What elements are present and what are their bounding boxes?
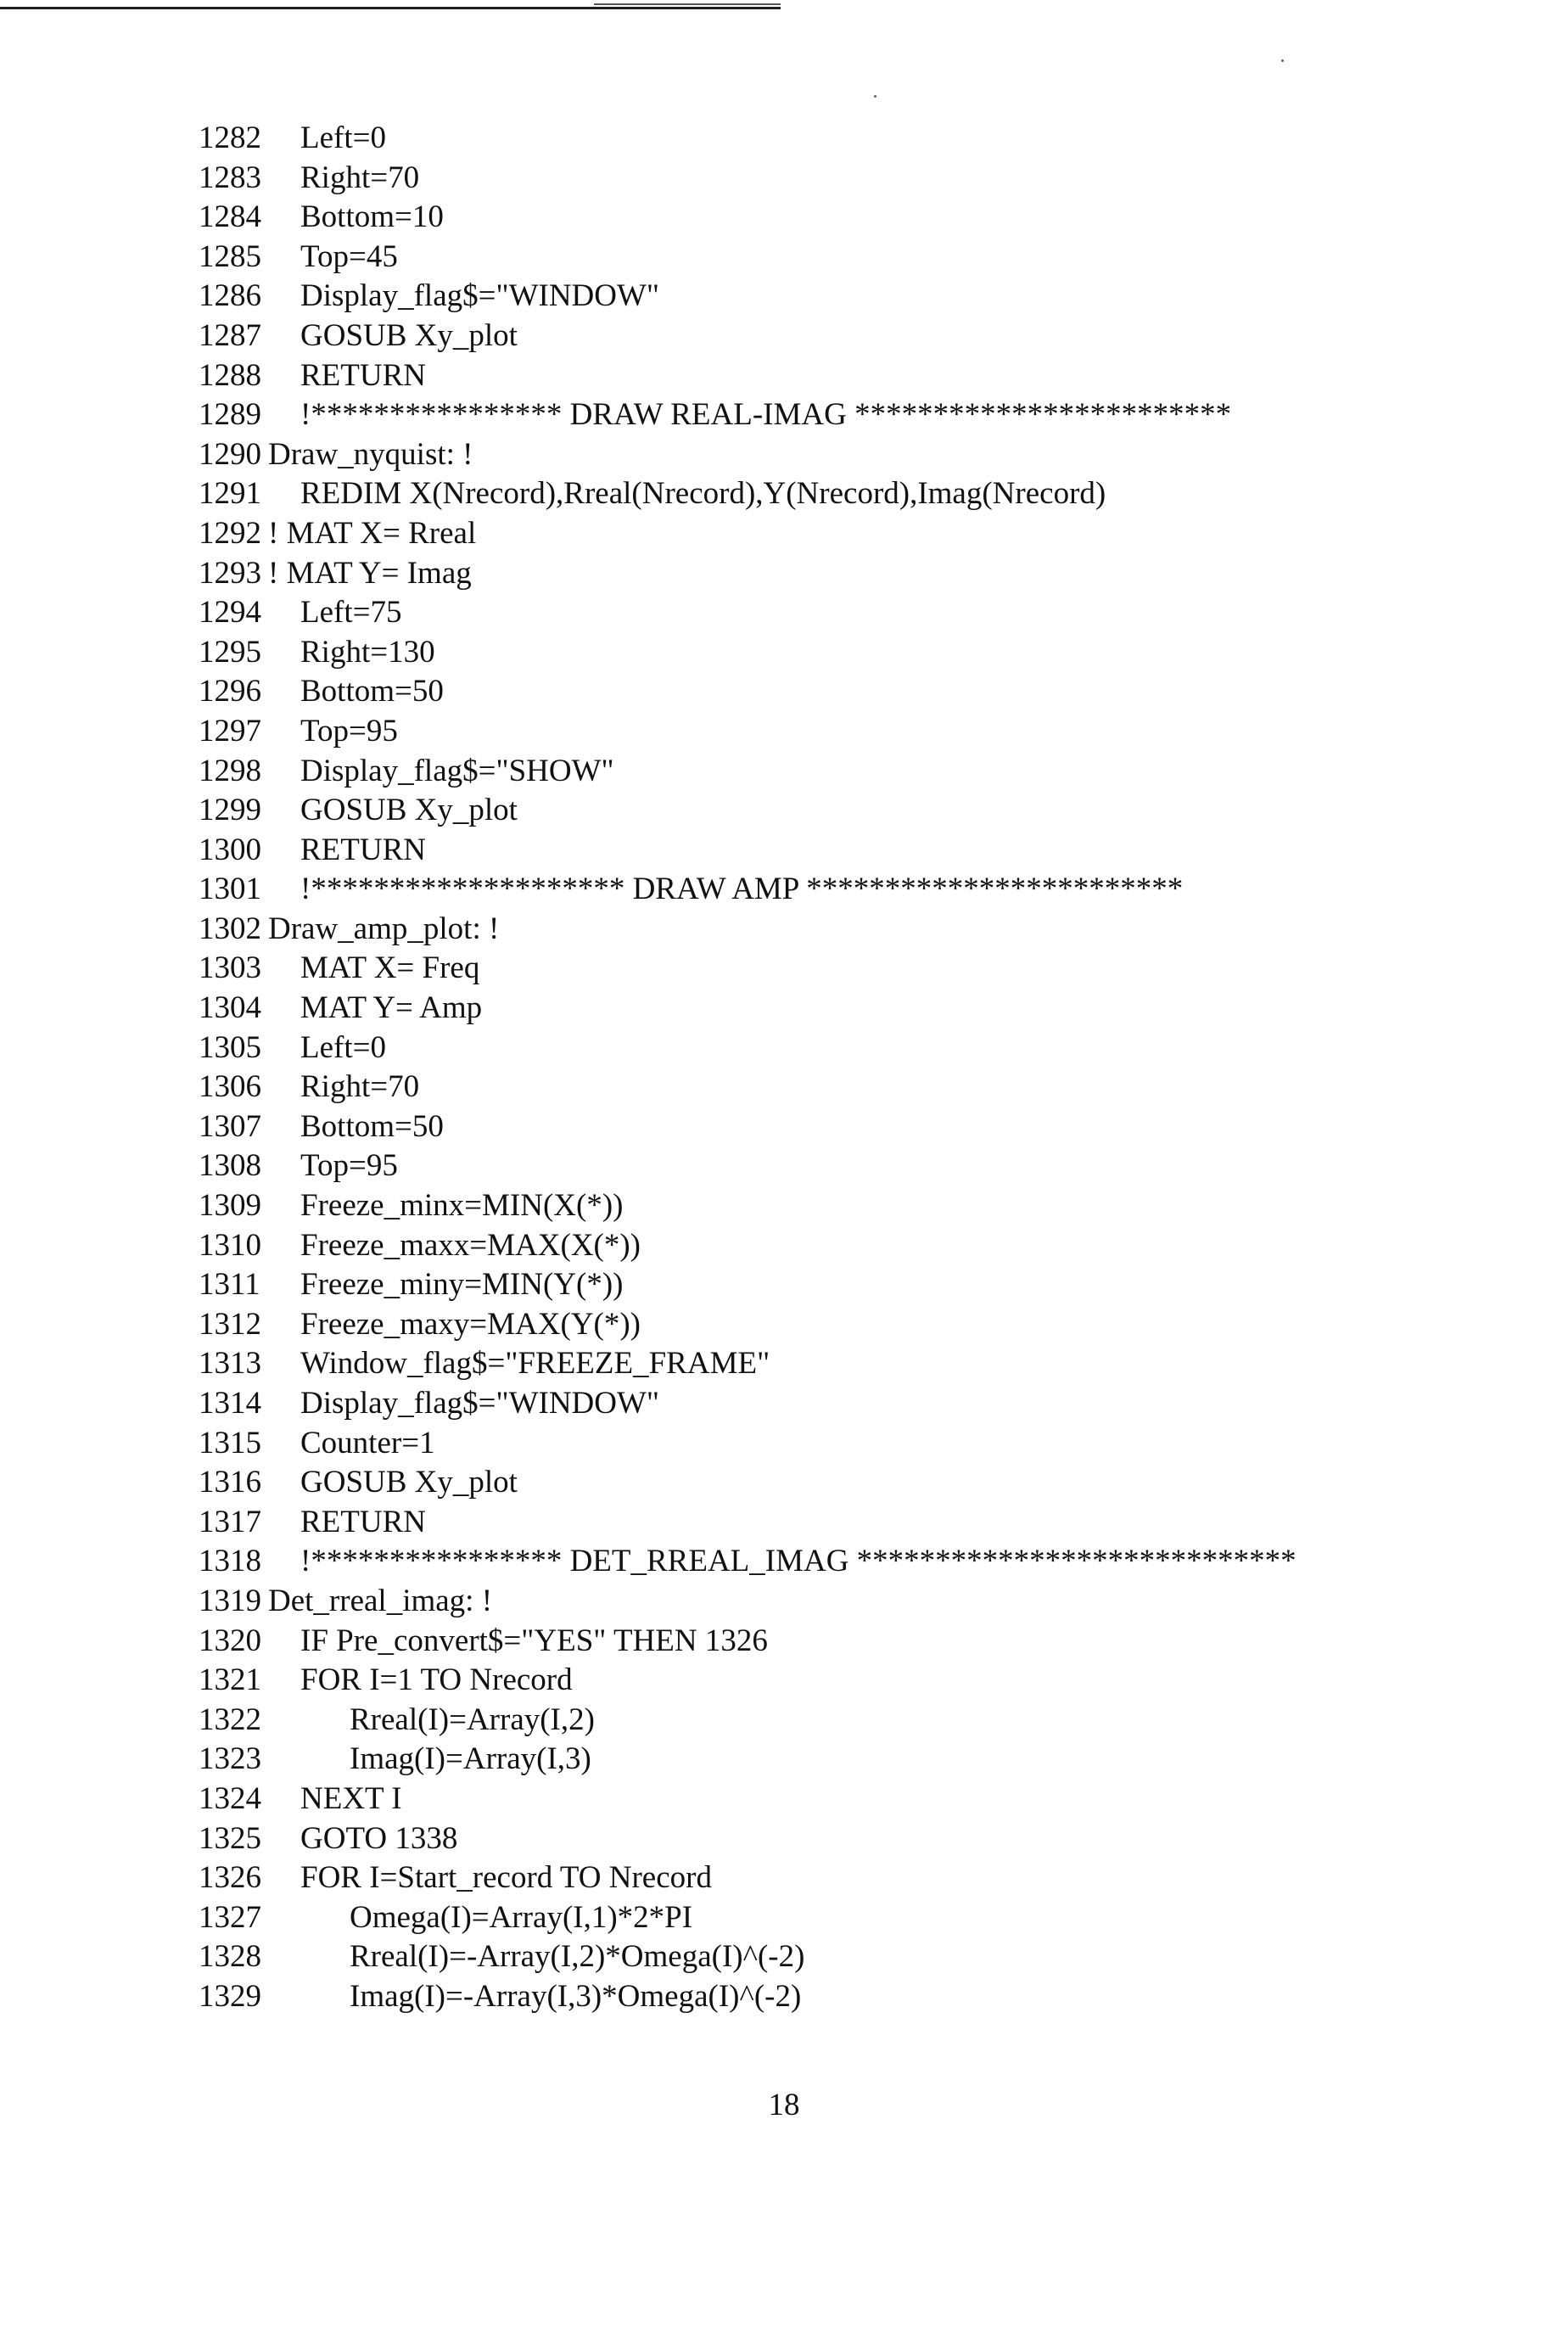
line-number: 1292 xyxy=(199,515,261,551)
line-number: 1316 xyxy=(199,1465,261,1500)
line-number: 1300 xyxy=(199,832,261,867)
line-text: GOSUB Xy_plot xyxy=(300,1465,518,1500)
line-text: GOSUB Xy_plot xyxy=(300,317,518,353)
code-line xyxy=(199,1542,1454,1582)
code-listing xyxy=(199,119,1454,2017)
line-text: RETURN xyxy=(300,1504,426,1539)
code-line xyxy=(199,1344,1454,1384)
code-line xyxy=(199,1029,1454,1068)
line-text: Window_flag$="FREEZE_FRAME" xyxy=(300,1346,770,1382)
code-line xyxy=(199,1186,1454,1226)
line-number: 1304 xyxy=(199,990,261,1026)
code-line xyxy=(199,159,1454,199)
code-line xyxy=(199,870,1454,910)
line-number: 1291 xyxy=(199,476,261,512)
line-number: 1285 xyxy=(199,238,261,274)
line-number: 1308 xyxy=(199,1148,261,1184)
line-number: 1305 xyxy=(199,1029,261,1065)
line-number: 1284 xyxy=(199,199,261,235)
code-line xyxy=(199,1937,1454,1977)
line-number: 1312 xyxy=(199,1306,261,1342)
code-line xyxy=(199,395,1454,435)
line-text: Omega(I)=Array(I,1)*2*PI xyxy=(350,1899,693,1935)
code-line xyxy=(199,1503,1454,1543)
line-number: 1301 xyxy=(199,872,261,907)
line-number: 1302 xyxy=(199,911,261,946)
line-number: 1294 xyxy=(199,595,261,631)
code-line xyxy=(199,1305,1454,1345)
code-line xyxy=(199,1384,1454,1424)
line-number: 1287 xyxy=(199,317,261,353)
line-number: 1290 xyxy=(199,436,261,472)
code-line xyxy=(199,672,1454,712)
line-number: 1299 xyxy=(199,793,261,828)
line-text: RETURN xyxy=(300,357,426,393)
line-number: 1310 xyxy=(199,1227,261,1263)
code-line xyxy=(199,1977,1454,2017)
code-line xyxy=(199,356,1454,396)
line-number: 1283 xyxy=(199,160,261,195)
top-border-rule-fragment xyxy=(594,3,781,5)
line-text: Bottom=50 xyxy=(300,1108,444,1144)
code-line xyxy=(199,1424,1454,1464)
line-number: 1323 xyxy=(199,1741,261,1777)
code-line xyxy=(199,435,1454,475)
line-text: Imag(I)=-Array(I,3)*Omega(I)^(-2) xyxy=(350,1978,802,2014)
line-number: 1320 xyxy=(199,1623,261,1658)
scan-speck xyxy=(1281,59,1284,62)
line-number: 1306 xyxy=(199,1069,261,1105)
code-line xyxy=(199,119,1454,159)
line-text: FOR I=1 TO Nrecord xyxy=(300,1662,573,1698)
code-line xyxy=(199,1265,1454,1305)
code-line xyxy=(199,752,1454,792)
code-line xyxy=(199,593,1454,633)
line-text: Freeze_maxx=MAX(X(*)) xyxy=(300,1227,641,1263)
code-line xyxy=(199,1858,1454,1898)
code-line xyxy=(199,1701,1454,1741)
line-number: 1317 xyxy=(199,1504,261,1539)
line-text: Top=95 xyxy=(300,1148,398,1184)
line-text: Top=95 xyxy=(300,713,398,748)
line-text: Display_flag$="SHOW" xyxy=(300,753,614,788)
line-text: Counter=1 xyxy=(300,1425,435,1460)
line-text: NEXT I xyxy=(300,1780,402,1816)
line-text: ! MAT Y= Imag xyxy=(268,555,472,591)
line-number: 1298 xyxy=(199,753,261,788)
code-line xyxy=(199,831,1454,871)
line-text: MAT X= Freq xyxy=(300,950,480,986)
code-line xyxy=(199,277,1454,317)
line-number: 1286 xyxy=(199,278,261,314)
line-text: Right=130 xyxy=(300,634,435,670)
line-number: 1318 xyxy=(199,1544,261,1579)
line-text: MAT Y= Amp xyxy=(300,990,483,1026)
line-number: 1309 xyxy=(199,1188,261,1224)
line-number: 1295 xyxy=(199,634,261,670)
line-number: 1321 xyxy=(199,1662,261,1698)
line-text: Rreal(I)=Array(I,2) xyxy=(350,1701,595,1737)
line-number: 1329 xyxy=(199,1978,261,2014)
code-line xyxy=(199,1068,1454,1107)
line-text: Top=45 xyxy=(300,238,398,274)
line-number: 1322 xyxy=(199,1701,261,1737)
code-line xyxy=(199,1661,1454,1701)
line-text: Display_flag$="WINDOW" xyxy=(300,278,660,314)
line-text: Left=75 xyxy=(300,595,402,631)
line-number: 1297 xyxy=(199,713,261,748)
line-text: Display_flag$="WINDOW" xyxy=(300,1386,660,1421)
line-text: Bottom=10 xyxy=(300,199,444,235)
line-text: ! MAT X= Rreal xyxy=(268,515,477,551)
line-text: GOTO 1338 xyxy=(300,1820,458,1856)
line-number: 1326 xyxy=(199,1860,261,1896)
code-line xyxy=(199,949,1454,989)
line-text: Draw_nyquist: ! xyxy=(268,436,473,472)
line-text: Draw_amp_plot: ! xyxy=(268,911,500,946)
code-line xyxy=(199,633,1454,673)
line-number: 1328 xyxy=(199,1939,261,1975)
code-line xyxy=(199,1463,1454,1503)
line-number: 1293 xyxy=(199,555,261,591)
line-number: 1324 xyxy=(199,1780,261,1816)
line-text: Freeze_maxy=MAX(Y(*)) xyxy=(300,1306,641,1342)
line-text: Det_rreal_imag: ! xyxy=(268,1583,493,1618)
line-number: 1327 xyxy=(199,1899,261,1935)
line-text: Right=70 xyxy=(300,1069,420,1105)
code-line xyxy=(199,712,1454,752)
line-text: REDIM X(Nrecord),Rreal(Nrecord),Y(Nrecord),Imag(Nrecord) xyxy=(300,476,1106,512)
line-number: 1325 xyxy=(199,1820,261,1856)
line-number: 1288 xyxy=(199,357,261,393)
code-line xyxy=(199,1819,1454,1859)
line-text: Left=0 xyxy=(300,1029,386,1065)
line-text: FOR I=Start_record TO Nrecord xyxy=(300,1860,712,1896)
line-number: 1289 xyxy=(199,397,261,433)
line-text: Right=70 xyxy=(300,160,420,195)
line-number: 1315 xyxy=(199,1425,261,1460)
code-line xyxy=(199,1226,1454,1266)
code-line xyxy=(199,989,1454,1029)
code-line xyxy=(199,791,1454,831)
line-text: !**************** DRAW REAL-IMAG ************************ xyxy=(300,397,1232,433)
line-text: IF Pre_convert$="YES" THEN 1326 xyxy=(300,1623,768,1658)
scan-speck xyxy=(874,95,876,98)
code-line xyxy=(199,1582,1454,1622)
line-text: Bottom=50 xyxy=(300,674,444,709)
code-line xyxy=(199,554,1454,594)
line-number: 1311 xyxy=(199,1267,260,1303)
code-line xyxy=(199,1780,1454,1819)
code-line xyxy=(199,1622,1454,1662)
code-line xyxy=(199,198,1454,238)
code-line xyxy=(199,474,1454,514)
code-line xyxy=(199,238,1454,278)
line-number: 1314 xyxy=(199,1386,261,1421)
code-line xyxy=(199,1146,1454,1186)
line-number: 1296 xyxy=(199,674,261,709)
code-line xyxy=(199,514,1454,554)
line-text: Rreal(I)=-Array(I,2)*Omega(I)^(-2) xyxy=(350,1939,805,1975)
line-text: Freeze_miny=MIN(Y(*)) xyxy=(300,1267,624,1303)
line-text: Freeze_minx=MIN(X(*)) xyxy=(300,1188,624,1224)
line-text: GOSUB Xy_plot xyxy=(300,793,518,828)
page-number: 18 xyxy=(768,2088,800,2122)
line-text: !**************** DET_RREAL_IMAG **************************** xyxy=(300,1544,1296,1579)
code-line xyxy=(199,1107,1454,1147)
line-number: 1303 xyxy=(199,950,261,986)
code-line xyxy=(199,317,1454,356)
line-text: Left=0 xyxy=(300,121,386,155)
line-text: !******************** DRAW AMP ************************ xyxy=(300,872,1184,907)
line-text: RETURN xyxy=(300,832,426,867)
line-number: 1282 xyxy=(199,121,261,155)
code-line xyxy=(199,1740,1454,1780)
code-line xyxy=(199,1898,1454,1938)
line-text: Imag(I)=Array(I,3) xyxy=(350,1741,591,1777)
line-number: 1319 xyxy=(199,1583,261,1618)
line-number: 1313 xyxy=(199,1346,261,1382)
code-line xyxy=(199,910,1454,950)
top-border-rule xyxy=(0,7,781,9)
line-number: 1307 xyxy=(199,1108,261,1144)
